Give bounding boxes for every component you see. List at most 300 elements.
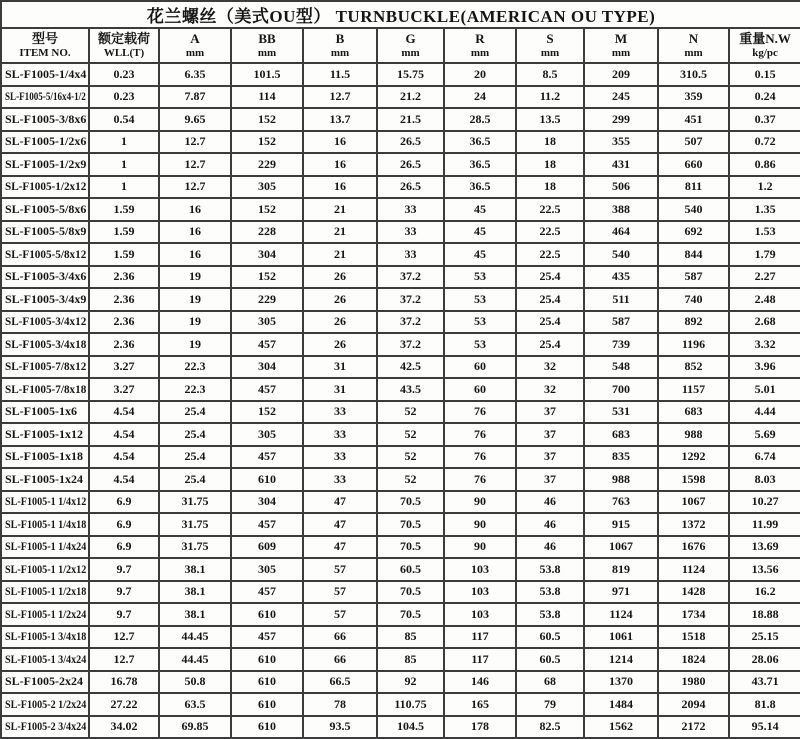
wll-value-cell: 6.9 [89, 491, 159, 514]
b-value-cell: 33 [303, 401, 377, 424]
b-value-cell: 16 [303, 131, 377, 154]
r-value-cell: 53 [444, 288, 516, 311]
g-value-cell: 15.75 [377, 63, 444, 86]
table-row [1, 108, 800, 131]
m-value-cell: 971 [584, 581, 658, 604]
n-value-cell: 1196 [658, 333, 729, 356]
item-no-cell [1, 131, 89, 154]
a-value-cell: 16 [159, 198, 231, 221]
item-no-cell [1, 513, 89, 536]
wll-value-cell: 0.54 [89, 108, 159, 131]
b-value-cell: 26 [303, 288, 377, 311]
bb-value-cell: 610 [231, 693, 303, 716]
weight-value-cell: 5.69 [729, 423, 800, 446]
table-row [1, 333, 800, 356]
a-value-cell: 44.45 [159, 648, 231, 671]
n-value-cell: 1157 [658, 378, 729, 401]
table-row [1, 446, 800, 469]
wll-value-cell: 34.02 [89, 716, 159, 739]
column-header-item [1, 28, 89, 63]
n-value-cell: 1067 [658, 491, 729, 514]
column-header-line1: B [335, 31, 345, 47]
item-no-text: SL-F1005-1 1/2x24 [5, 606, 87, 621]
item-no-cell [1, 693, 89, 716]
item-no-text: SL-F1005-2x24 [5, 674, 83, 689]
g-value-cell: 52 [377, 446, 444, 469]
weight-value-cell: 0.86 [729, 153, 800, 176]
table-row [1, 423, 800, 446]
s-value-cell: 46 [516, 536, 584, 559]
column-header-g [377, 28, 444, 63]
m-value-cell: 819 [584, 558, 658, 581]
m-value-cell: 511 [584, 288, 658, 311]
item-no-text: SL-F1005-1 1/4x24 [5, 539, 87, 554]
n-value-cell: 451 [658, 108, 729, 131]
item-no-cell [1, 648, 89, 671]
r-value-cell: 76 [444, 401, 516, 424]
a-value-cell: 22.3 [159, 356, 231, 379]
item-no-text: SL-F1005-1x12 [5, 426, 83, 441]
m-value-cell: 1067 [584, 536, 658, 559]
a-value-cell: 31.75 [159, 491, 231, 514]
column-header-n [658, 28, 729, 63]
item-no-cell [1, 491, 89, 514]
g-value-cell: 110.75 [377, 693, 444, 716]
r-value-cell: 117 [444, 648, 516, 671]
table-row [1, 581, 800, 604]
r-value-cell: 90 [444, 513, 516, 536]
a-value-cell: 19 [159, 288, 231, 311]
a-value-cell: 31.75 [159, 513, 231, 536]
item-no-cell [1, 536, 89, 559]
column-header-line1: A [190, 31, 200, 47]
bb-value-cell: 304 [231, 243, 303, 266]
n-value-cell: 852 [658, 356, 729, 379]
item-no-text: SL-F1005-1/2x12 [5, 179, 87, 194]
column-header-line2: mm [401, 46, 420, 59]
a-value-cell: 16 [159, 221, 231, 244]
b-value-cell: 31 [303, 378, 377, 401]
bb-value-cell: 457 [231, 378, 303, 401]
a-value-cell: 25.4 [159, 423, 231, 446]
n-value-cell: 507 [658, 131, 729, 154]
g-value-cell: 26.5 [377, 131, 444, 154]
b-value-cell: 33 [303, 446, 377, 469]
g-value-cell: 70.5 [377, 581, 444, 604]
item-no-cell [1, 716, 89, 739]
r-value-cell: 36.5 [444, 131, 516, 154]
m-value-cell: 988 [584, 468, 658, 491]
weight-value-cell: 3.32 [729, 333, 800, 356]
r-value-cell: 76 [444, 468, 516, 491]
bb-value-cell: 610 [231, 716, 303, 739]
weight-value-cell: 0.15 [729, 63, 800, 86]
a-value-cell: 31.75 [159, 536, 231, 559]
table-row [1, 131, 800, 154]
bb-value-cell: 457 [231, 513, 303, 536]
r-value-cell: 90 [444, 536, 516, 559]
bb-value-cell: 305 [231, 176, 303, 199]
table-row [1, 198, 800, 221]
item-no-text: SL-F1005-1/4x4 [5, 66, 87, 81]
n-value-cell: 2094 [658, 693, 729, 716]
s-value-cell: 32 [516, 378, 584, 401]
m-value-cell: 587 [584, 311, 658, 334]
a-value-cell: 12.7 [159, 153, 231, 176]
b-value-cell: 12.7 [303, 86, 377, 109]
bb-value-cell: 152 [231, 108, 303, 131]
item-no-cell [1, 63, 89, 86]
weight-value-cell: 2.27 [729, 266, 800, 289]
item-no-text: SL-F1005-5/8x12 [5, 246, 87, 261]
item-no-cell [1, 198, 89, 221]
s-value-cell: 22.5 [516, 198, 584, 221]
item-no-cell [1, 243, 89, 266]
a-value-cell: 25.4 [159, 468, 231, 491]
item-no-cell [1, 86, 89, 109]
table-row [1, 648, 800, 671]
n-value-cell: 1292 [658, 446, 729, 469]
item-no-text: SL-F1005-7/8x12 [5, 359, 87, 374]
column-header-line1: 重量N.W [739, 31, 791, 47]
m-value-cell: 355 [584, 131, 658, 154]
n-value-cell: 844 [658, 243, 729, 266]
weight-value-cell: 18.88 [729, 603, 800, 626]
item-no-text: SL-F1005-2 3/4x24 [5, 719, 87, 734]
n-value-cell: 740 [658, 288, 729, 311]
table-row [1, 356, 800, 379]
bb-value-cell: 457 [231, 581, 303, 604]
g-value-cell: 70.5 [377, 513, 444, 536]
a-value-cell: 22.3 [159, 378, 231, 401]
table-row [1, 86, 800, 109]
r-value-cell: 103 [444, 603, 516, 626]
weight-value-cell: 95.14 [729, 716, 800, 739]
s-value-cell: 60.5 [516, 626, 584, 649]
weight-value-cell: 28.06 [729, 648, 800, 671]
n-value-cell: 587 [658, 266, 729, 289]
r-value-cell: 53 [444, 333, 516, 356]
column-header-s [516, 28, 584, 63]
item-no-cell [1, 176, 89, 199]
table-row [1, 513, 800, 536]
s-value-cell: 18 [516, 176, 584, 199]
g-value-cell: 43.5 [377, 378, 444, 401]
r-value-cell: 53 [444, 266, 516, 289]
bb-value-cell: 457 [231, 333, 303, 356]
s-value-cell: 22.5 [516, 243, 584, 266]
column-header-line2: mm [185, 46, 205, 59]
r-value-cell: 90 [444, 491, 516, 514]
b-value-cell: 21 [303, 243, 377, 266]
item-no-text: SL-F1005-1 1/2x18 [5, 584, 87, 599]
column-header-line1: N [688, 31, 699, 47]
r-value-cell: 60 [444, 356, 516, 379]
m-value-cell: 299 [584, 108, 658, 131]
b-value-cell: 66 [303, 626, 377, 649]
wll-value-cell: 1.59 [89, 221, 159, 244]
item-no-cell [1, 626, 89, 649]
table-row [1, 401, 800, 424]
g-value-cell: 92 [377, 671, 444, 694]
s-value-cell: 25.4 [516, 266, 584, 289]
n-value-cell: 540 [658, 198, 729, 221]
g-value-cell: 70.5 [377, 536, 444, 559]
s-value-cell: 37 [516, 423, 584, 446]
m-value-cell: 548 [584, 356, 658, 379]
item-no-cell [1, 266, 89, 289]
column-header-bb [231, 28, 303, 63]
g-value-cell: 21.5 [377, 108, 444, 131]
g-value-cell: 26.5 [377, 176, 444, 199]
g-value-cell: 42.5 [377, 356, 444, 379]
bb-value-cell: 304 [231, 356, 303, 379]
a-value-cell: 25.4 [159, 401, 231, 424]
column-header-line2: mm [684, 46, 703, 59]
m-value-cell: 700 [584, 378, 658, 401]
r-value-cell: 76 [444, 423, 516, 446]
r-value-cell: 117 [444, 626, 516, 649]
r-value-cell: 76 [444, 446, 516, 469]
weight-value-cell: 6.74 [729, 446, 800, 469]
b-value-cell: 57 [303, 581, 377, 604]
m-value-cell: 915 [584, 513, 658, 536]
column-header-line1: BB [258, 31, 276, 47]
g-value-cell: 85 [377, 648, 444, 671]
item-no-text: SL-F1005-3/4x6 [5, 269, 87, 284]
r-value-cell: 45 [444, 221, 516, 244]
b-value-cell: 78 [303, 693, 377, 716]
n-value-cell: 1124 [658, 558, 729, 581]
weight-value-cell: 0.37 [729, 108, 800, 131]
item-no-cell [1, 378, 89, 401]
s-value-cell: 53.8 [516, 603, 584, 626]
m-value-cell: 245 [584, 86, 658, 109]
weight-value-cell: 13.56 [729, 558, 800, 581]
s-value-cell: 37 [516, 446, 584, 469]
weight-value-cell: 2.68 [729, 311, 800, 334]
weight-value-cell: 81.8 [729, 693, 800, 716]
bb-value-cell: 610 [231, 671, 303, 694]
b-value-cell: 33 [303, 468, 377, 491]
b-value-cell: 33 [303, 423, 377, 446]
bb-value-cell: 152 [231, 266, 303, 289]
m-value-cell: 506 [584, 176, 658, 199]
b-value-cell: 11.5 [303, 63, 377, 86]
s-value-cell: 8.5 [516, 63, 584, 86]
m-value-cell: 1214 [584, 648, 658, 671]
wll-value-cell: 1 [89, 153, 159, 176]
n-value-cell: 1372 [658, 513, 729, 536]
item-no-text: SL-F1005-2 1/2x24 [5, 696, 87, 711]
r-value-cell: 24 [444, 86, 516, 109]
a-value-cell: 7.87 [159, 86, 231, 109]
wll-value-cell: 6.9 [89, 513, 159, 536]
weight-value-cell: 8.03 [729, 468, 800, 491]
bb-value-cell: 152 [231, 131, 303, 154]
item-no-cell [1, 333, 89, 356]
table-row [1, 693, 800, 716]
wll-value-cell: 9.7 [89, 603, 159, 626]
s-value-cell: 37 [516, 468, 584, 491]
column-header-line2: kg/pc [752, 46, 778, 59]
weight-value-cell: 43.71 [729, 671, 800, 694]
wll-value-cell: 2.36 [89, 311, 159, 334]
table-row [1, 626, 800, 649]
bb-value-cell: 610 [231, 648, 303, 671]
n-value-cell: 1428 [658, 581, 729, 604]
weight-value-cell: 0.72 [729, 131, 800, 154]
s-value-cell: 82.5 [516, 716, 584, 739]
n-value-cell: 683 [658, 401, 729, 424]
a-value-cell: 25.4 [159, 446, 231, 469]
b-value-cell: 26 [303, 311, 377, 334]
item-no-text: SL-F1005-1x6 [5, 404, 77, 419]
a-value-cell: 6.35 [159, 63, 231, 86]
n-value-cell: 892 [658, 311, 729, 334]
item-no-text: SL-F1005-1x18 [5, 449, 83, 464]
page-title: 花兰螺丝（美式OU型） TURNBUCKLE(AMERICAN OU TYPE) [1, 1, 800, 28]
s-value-cell: 32 [516, 356, 584, 379]
s-value-cell: 18 [516, 131, 584, 154]
item-no-cell [1, 401, 89, 424]
item-no-text: SL-F1005-1 3/4x18 [5, 629, 87, 644]
b-value-cell: 21 [303, 198, 377, 221]
g-value-cell: 104.5 [377, 716, 444, 739]
b-value-cell: 13.7 [303, 108, 377, 131]
wll-value-cell: 2.36 [89, 333, 159, 356]
b-value-cell: 16 [303, 176, 377, 199]
s-value-cell: 60.5 [516, 648, 584, 671]
r-value-cell: 45 [444, 198, 516, 221]
a-value-cell: 38.1 [159, 603, 231, 626]
column-header-line1: R [475, 31, 485, 47]
weight-value-cell: 4.44 [729, 401, 800, 424]
n-value-cell: 310.5 [658, 63, 729, 86]
bb-value-cell: 609 [231, 536, 303, 559]
table-row [1, 153, 800, 176]
bb-value-cell: 305 [231, 423, 303, 446]
wll-value-cell: 1 [89, 131, 159, 154]
g-value-cell: 26.5 [377, 153, 444, 176]
s-value-cell: 25.4 [516, 311, 584, 334]
weight-value-cell: 10.27 [729, 491, 800, 514]
a-value-cell: 38.1 [159, 581, 231, 604]
bb-value-cell: 610 [231, 468, 303, 491]
table-row [1, 63, 800, 86]
g-value-cell: 52 [377, 468, 444, 491]
table-row [1, 311, 800, 334]
wll-value-cell: 0.23 [89, 86, 159, 109]
m-value-cell: 1124 [584, 603, 658, 626]
r-value-cell: 178 [444, 716, 516, 739]
g-value-cell: 52 [377, 401, 444, 424]
b-value-cell: 93.5 [303, 716, 377, 739]
wll-value-cell: 9.7 [89, 581, 159, 604]
column-header-line2: mm [470, 46, 490, 59]
column-header-line2: mm [257, 46, 277, 59]
wll-value-cell: 1.59 [89, 198, 159, 221]
r-value-cell: 103 [444, 558, 516, 581]
bb-value-cell: 304 [231, 491, 303, 514]
m-value-cell: 531 [584, 401, 658, 424]
item-no-cell [1, 356, 89, 379]
column-header-line1: M [614, 31, 628, 47]
item-no-text: SL-F1005-1 1/4x18 [5, 516, 87, 531]
item-no-text: SL-F1005-3/4x12 [5, 314, 87, 329]
bb-value-cell: 610 [231, 603, 303, 626]
s-value-cell: 53.8 [516, 558, 584, 581]
wll-value-cell: 9.7 [89, 558, 159, 581]
s-value-cell: 11.2 [516, 86, 584, 109]
n-value-cell: 692 [658, 221, 729, 244]
r-value-cell: 45 [444, 243, 516, 266]
m-value-cell: 1370 [584, 671, 658, 694]
item-no-cell [1, 311, 89, 334]
n-value-cell: 660 [658, 153, 729, 176]
n-value-cell: 1518 [658, 626, 729, 649]
g-value-cell: 85 [377, 626, 444, 649]
g-value-cell: 37.2 [377, 311, 444, 334]
r-value-cell: 36.5 [444, 176, 516, 199]
item-no-cell [1, 558, 89, 581]
m-value-cell: 435 [584, 266, 658, 289]
item-no-cell [1, 581, 89, 604]
r-value-cell: 20 [444, 63, 516, 86]
column-header-line2: ITEM NO. [19, 46, 71, 59]
column-header-line2: mm [330, 46, 350, 59]
weight-value-cell: 1.53 [729, 221, 800, 244]
s-value-cell: 68 [516, 671, 584, 694]
item-no-cell [1, 468, 89, 491]
column-header-line1: G [405, 31, 416, 47]
table-row [1, 176, 800, 199]
r-value-cell: 36.5 [444, 153, 516, 176]
a-value-cell: 69.85 [159, 716, 231, 739]
column-header-m [584, 28, 658, 63]
item-no-text: SL-F1005-1 1/4x12 [5, 494, 87, 509]
column-header-line1: 型号 [31, 31, 58, 47]
b-value-cell: 26 [303, 266, 377, 289]
weight-value-cell: 1.35 [729, 198, 800, 221]
a-value-cell: 44.45 [159, 626, 231, 649]
bb-value-cell: 457 [231, 446, 303, 469]
s-value-cell: 79 [516, 693, 584, 716]
g-value-cell: 33 [377, 198, 444, 221]
g-value-cell: 33 [377, 221, 444, 244]
b-value-cell: 66 [303, 648, 377, 671]
s-value-cell: 22.5 [516, 221, 584, 244]
wll-value-cell: 1.59 [89, 243, 159, 266]
bb-value-cell: 228 [231, 221, 303, 244]
b-value-cell: 66.5 [303, 671, 377, 694]
n-value-cell: 1824 [658, 648, 729, 671]
r-value-cell: 146 [444, 671, 516, 694]
wll-value-cell: 12.7 [89, 626, 159, 649]
bb-value-cell: 229 [231, 288, 303, 311]
n-value-cell: 1598 [658, 468, 729, 491]
wll-value-cell: 3.27 [89, 378, 159, 401]
a-value-cell: 12.7 [159, 176, 231, 199]
a-value-cell: 19 [159, 333, 231, 356]
bb-value-cell: 457 [231, 626, 303, 649]
table-row [1, 603, 800, 626]
weight-value-cell: 3.96 [729, 356, 800, 379]
item-no-text: SL-F1005-1 1/2x12 [5, 561, 87, 576]
table-row [1, 378, 800, 401]
wll-value-cell: 4.54 [89, 423, 159, 446]
g-value-cell: 33 [377, 243, 444, 266]
